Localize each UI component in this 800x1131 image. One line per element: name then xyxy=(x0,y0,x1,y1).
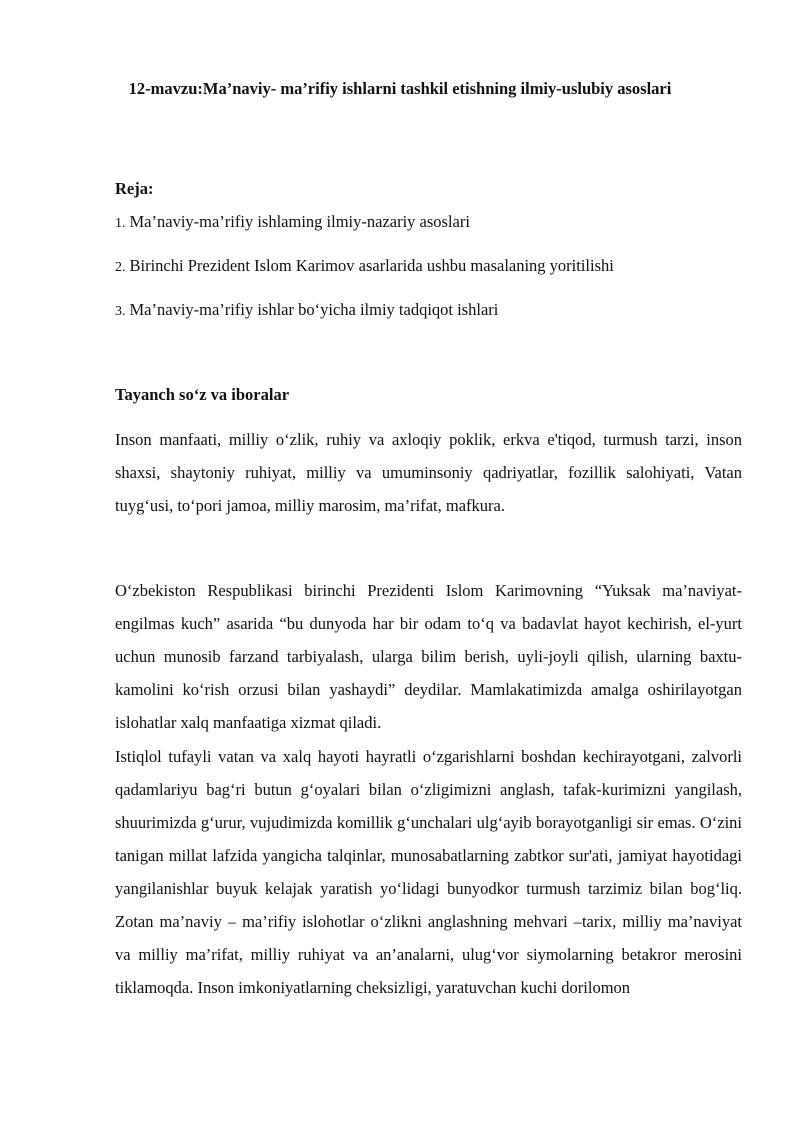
plan-item-number: 2. xyxy=(115,260,126,275)
plan-list xyxy=(115,210,755,342)
plan-item xyxy=(115,298,755,324)
plan-item-number: 1. xyxy=(115,216,126,231)
plan-item-number: 3. xyxy=(115,304,126,319)
plan-item xyxy=(115,210,755,236)
body-paragraph-2: Istiqlol tufayli vatan va xalq hayoti hayratli o‘zgarishlarni boshdan kechirayotgani, zalvorli qadamlariyu bag‘ri butun g‘oyalari bilan o‘zligimizni anglash, tafak-kurimizni yangilash, shuurimizda g‘urur, vujudimizda komillik g‘unchalari ulg‘ayib borayotganligi sir emas. O‘zini tanigan millat lafzida yangicha talqinlar, munosabatlarning zabtkor sur'ati, jamiyat hayotidagi yangilanishlar buyuk kelajak yaratish yo‘lidagi bunyodkor turmush tarzimiz bilan bog‘liq. Zotan ma’naviy – ma’rifiy islohotlar o‘zlikni anglashning mehvari –tarix, milliy ma’naviyat va milliy ma’rifat, milliy ruhiyat va an’analarni, ulug‘vor siymolarning betakror merosini tiklamoqda. Inson imkoniyatlarning cheksizligi, yaratuvchan kuchi dorilomon xyxy=(115,747,742,997)
plan-item-text: Ma’naviy-ma’rifiy ishlaming ilmiy-nazariy asoslari xyxy=(129,212,470,231)
keywords-paragraph: Inson manfaati, milliy o‘zlik, ruhiy va axloqiy poklik, erkva e'tiqod, turmush tarzi, inson shaxsi, shaytoniy ruhiyat, milliy va umuminsoniy qadriyatlar, fozillik salohiyati, Vatan tuyg‘usi, to‘pori jamoa, milliy marosim, ma’rifat, mafkura. xyxy=(115,430,742,515)
plan-item xyxy=(115,254,755,280)
plan-item-text: Ma’naviy-ma’rifiy ishlar bo‘yicha ilmiy tadqiqot ishlari xyxy=(129,300,499,319)
keywords-heading: Tayanch so‘z va iboralar xyxy=(115,385,290,404)
document-title: 12-mavzu:Ma’naviy- ma’rifiy ishlarni tashkil etishning ilmiy-uslubiy asoslari xyxy=(128,79,672,98)
plan-item-text: Birinchi Prezident Islom Karimov asarlarida ushbu masalaning yoritilishi xyxy=(129,256,614,275)
plan-heading: Reja: xyxy=(115,179,154,198)
body-paragraph-1: O‘zbekiston Respublikasi birinchi Prezidenti Islom Karimovning “Yuksak ma’naviyat-engilmas kuch” asarida “bu dunyoda har bir odam to‘q va badavlat hayot kechirish, el-yurt uchun munosib farzand tarbiyalash, ularga bilim berish, uyli-joyli qilish, ularning baxtu-kamolini ko‘rish orzusi bilan yashaydi” deydilar. Mamlakatimizda amalga oshirilayotgan islohatlar xalq manfaatiga xizmat qiladi. xyxy=(115,581,742,732)
